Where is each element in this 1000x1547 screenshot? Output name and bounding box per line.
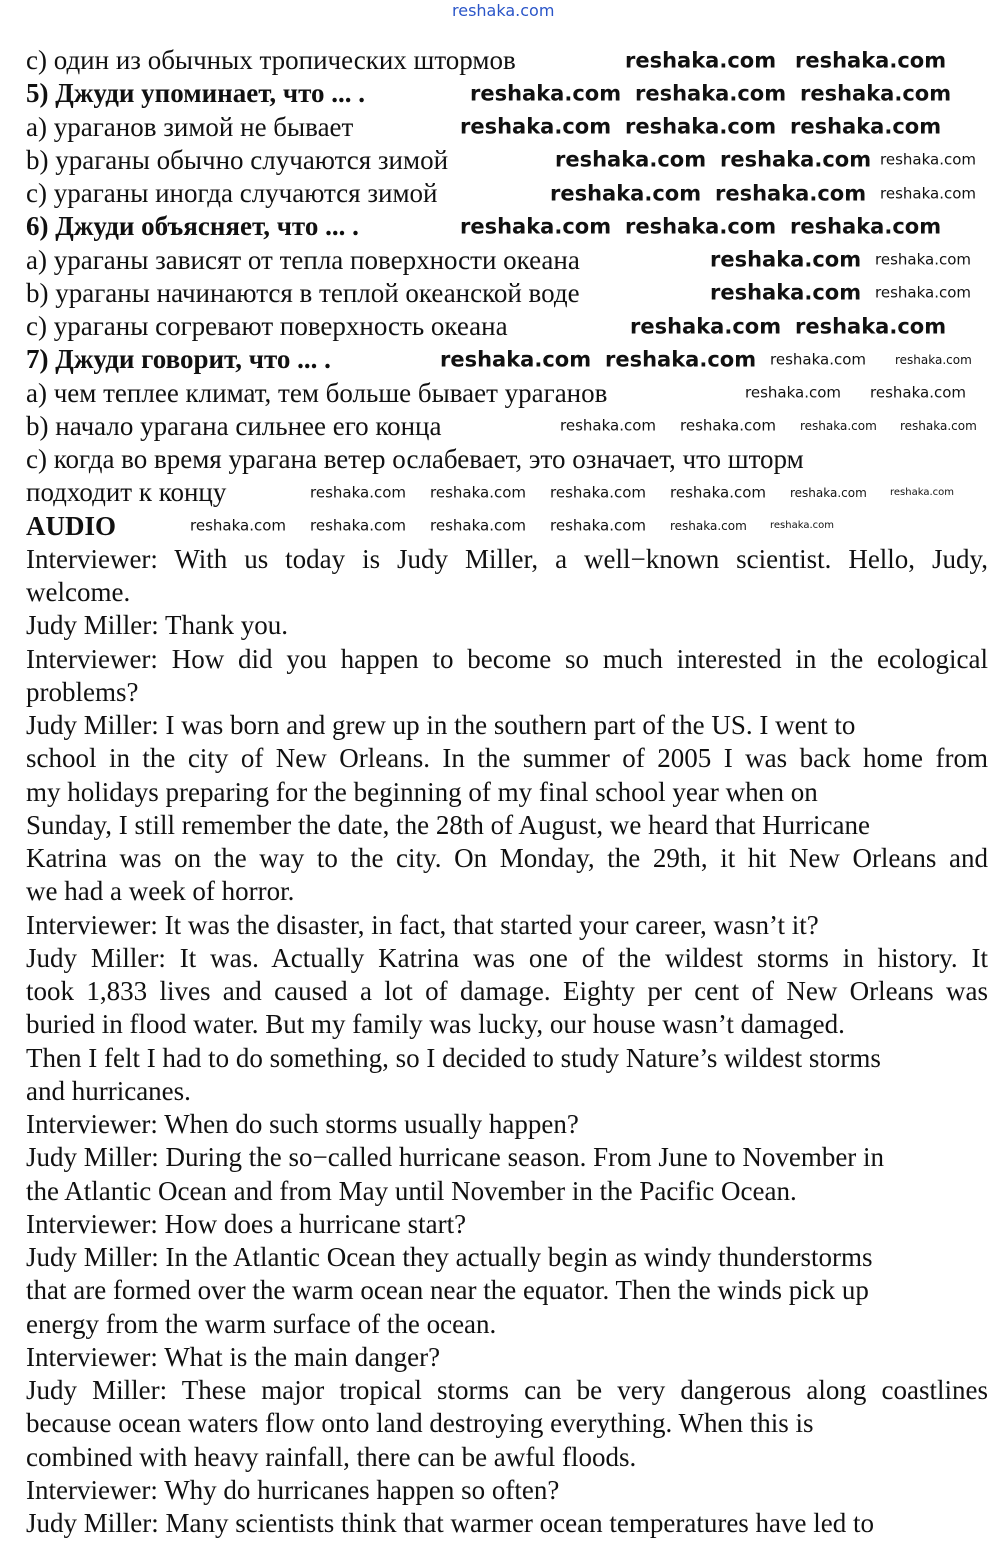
answer-option: b) ураганы обычно случаются зимой [26, 144, 449, 175]
transcript-line: Judy Miller: I was born and grew up in the southern part of the US. I went to [26, 710, 856, 740]
watermark: reshaka.com [680, 416, 776, 435]
watermark: reshaka.com [460, 114, 612, 139]
answer-option: c) ураганы согревают поверхность океана [26, 311, 508, 341]
watermark: reshaka.com [555, 147, 707, 172]
watermark: reshaka.com [710, 280, 862, 305]
watermark: reshaka.com [895, 353, 972, 367]
transcript-line: Interviewer: Why do hurricanes happen so often? [26, 1474, 560, 1505]
watermark: reshaka.com [875, 283, 971, 302]
watermark: reshaka.com [625, 214, 777, 239]
watermark: reshaka.com [190, 516, 286, 535]
transcript-line: Interviewer: How does a hurricane start? [26, 1208, 467, 1239]
watermark: reshaka.com [745, 383, 841, 402]
transcript-line: problems? [26, 676, 139, 707]
watermark: reshaka.com [870, 383, 966, 402]
answer-option: b) ураганы начинаются в теплой океанской воде [26, 277, 580, 308]
watermark: reshaka.com [880, 184, 976, 203]
answer-option: подходит к концу [26, 477, 227, 508]
transcript-line: Interviewer: It was the disaster, in fact, that started your career, wasn’t it? [26, 909, 819, 940]
watermark: reshaka.com [470, 81, 622, 106]
transcript-line: because ocean waters flow onto land destroying everything. When this is [26, 1408, 814, 1439]
answer-option: a) ураганов зимой не бывает [26, 111, 354, 142]
watermark: reshaka.com [770, 350, 866, 369]
transcript-line: Interviewer: How did you happen to become so much interested in the ecological [26, 643, 988, 674]
watermark: reshaka.com [460, 214, 612, 239]
transcript-line: my holidays preparing for the beginning of my final school year when on [26, 776, 818, 807]
transcript-line: Judy Miller: It was. Actually Katrina was one of the wildest storms in history. It [26, 942, 988, 973]
watermark: reshaka.com [670, 483, 766, 502]
watermark: reshaka.com [605, 347, 757, 372]
transcript-line: Judy Miller: In the Atlantic Ocean they actually begin as windy thunderstorms [26, 1242, 873, 1272]
transcript-line: and hurricanes. [26, 1075, 191, 1106]
answer-option: c) ураганы иногда случаются зимой [26, 178, 438, 208]
watermark: reshaka.com [670, 519, 747, 533]
transcript-line: Then I felt I had to do something, so I decided to study Nature’s wildest storms [26, 1042, 881, 1073]
transcript-line: buried in flood water. But my family was lucky, our house wasn’t damaged. [26, 1009, 845, 1040]
transcript-line: Judy Miller: These major tropical storms can be very dangerous along coastlines [26, 1375, 988, 1405]
watermark: reshaka.com [795, 314, 947, 339]
watermark: reshaka.com [625, 114, 777, 139]
watermark: reshaka.com [890, 487, 954, 498]
watermark: reshaka.com [790, 214, 942, 239]
watermark: reshaka.com [452, 1, 555, 20]
watermark: reshaka.com [795, 48, 947, 73]
watermark: reshaka.com [900, 419, 977, 433]
watermark: reshaka.com [310, 516, 406, 535]
watermark: reshaka.com [560, 416, 656, 435]
watermark: reshaka.com [550, 483, 646, 502]
answer-option: b) начало урагана сильнее его конца [26, 410, 442, 441]
watermark: reshaka.com [635, 81, 787, 106]
transcript-line: Interviewer: When do such storms usually happen? [26, 1109, 579, 1139]
section-heading-audio: AUDIO [26, 510, 117, 541]
watermark: reshaka.com [550, 181, 702, 206]
transcript-line: Sunday, I still remember the date, the 28th of August, we heard that Hurricane [26, 809, 871, 840]
transcript-line: took 1,833 lives and caused a lot of damage. Eighty per cent of New Orleans was [26, 976, 988, 1006]
transcript-line: school in the city of New Orleans. In the summer of 2005 I was back home from [26, 743, 988, 774]
watermark: reshaka.com [880, 150, 976, 169]
question-heading: 6) Джуди объясняет, что ... . [26, 211, 359, 242]
watermark: reshaka.com [430, 516, 526, 535]
watermark: reshaka.com [630, 314, 782, 339]
question-heading: 7) Джуди говорит, что ... . [26, 344, 331, 375]
answer-option: c) когда во время урагана ветер ослабевает, это означает, что шторм [26, 444, 804, 474]
watermark: reshaka.com [875, 250, 971, 269]
transcript-line: we had a week of horror. [26, 876, 295, 907]
transcript-line: Interviewer: With us today is Judy Miller, a well−known scientist. Hello, Judy, [26, 543, 988, 574]
watermark: reshaka.com [800, 419, 877, 433]
transcript-line: combined with heavy rainfall, there can be awful floods. [26, 1441, 637, 1472]
watermark: reshaka.com [310, 483, 406, 502]
transcript-line: welcome. [26, 577, 131, 607]
transcript-line: the Atlantic Ocean and from May until November in the Pacific Ocean. [26, 1175, 797, 1206]
transcript-line: that are formed over the warm ocean near the equator. Then the winds pick up [26, 1275, 869, 1306]
answer-option: c) один из обычных тропических штормов [26, 45, 516, 75]
transcript-line: energy from the warm surface of the ocean. [26, 1308, 497, 1339]
watermark: reshaka.com [720, 147, 872, 172]
transcript-line: Judy Miller: During the so−called hurricane season. From June to November in [26, 1142, 885, 1173]
question-heading: 5) Джуди упоминает, что ... . [26, 78, 366, 109]
watermark: reshaka.com [715, 181, 867, 206]
answer-option: a) чем теплее климат, тем больше бывает ураганов [26, 377, 608, 408]
watermark: reshaka.com [550, 516, 646, 535]
watermark: reshaka.com [430, 483, 526, 502]
watermark: reshaka.com [710, 247, 862, 272]
watermark: reshaka.com [625, 48, 777, 73]
transcript-line: Judy Miller: Many scientists think that warmer ocean temperatures have led to [26, 1508, 875, 1538]
watermark: reshaka.com [800, 81, 952, 106]
transcript-line: Judy Miller: Thank you. [26, 610, 288, 641]
watermark: reshaka.com [790, 486, 867, 500]
answer-option: a) ураганы зависят от тепла поверхности океана [26, 244, 580, 275]
watermark: reshaka.com [440, 347, 592, 372]
watermark: reshaka.com [770, 520, 834, 531]
transcript-line: Interviewer: What is the main danger? [26, 1341, 441, 1372]
transcript-line: Katrina was on the way to the city. On Monday, the 29th, it hit New Orleans and [26, 843, 988, 873]
watermark: reshaka.com [790, 114, 942, 139]
